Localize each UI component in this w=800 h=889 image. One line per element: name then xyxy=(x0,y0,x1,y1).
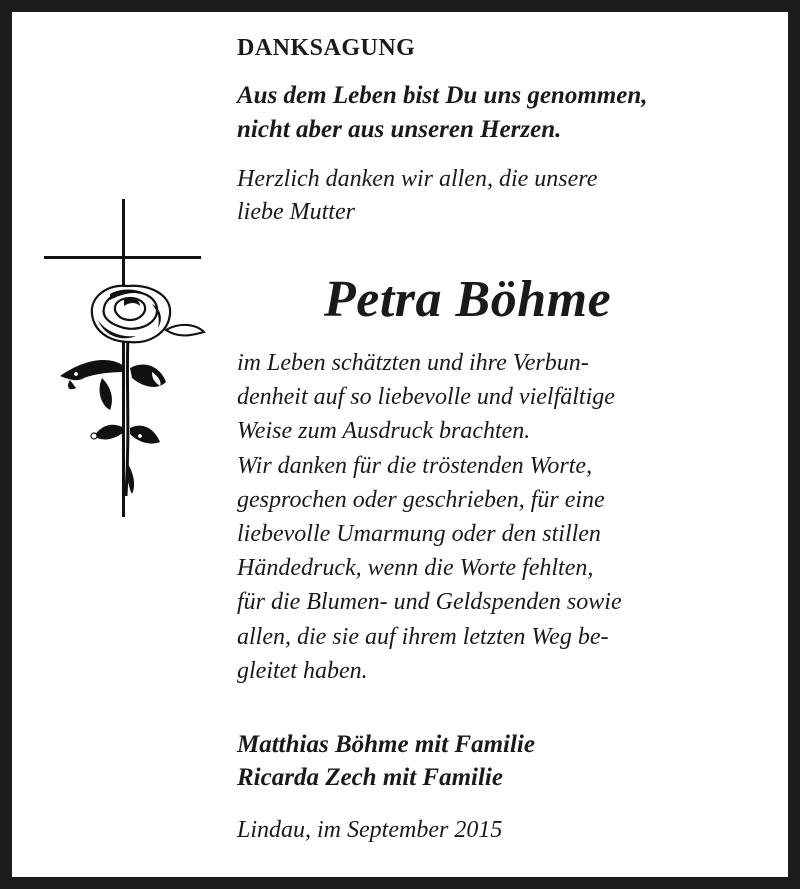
signers xyxy=(237,728,535,794)
quote-line: Aus dem Leben bist Du uns genommen, xyxy=(237,82,648,109)
thanks-body xyxy=(237,346,777,688)
body-line: allen, die sie auf ihrem letzten Weg be- xyxy=(237,623,609,650)
notice-header xyxy=(237,30,777,229)
intro-line: Herzlich danken wir allen, die unsere xyxy=(237,166,598,192)
place-date: Lindau, im September 2015 xyxy=(237,817,503,843)
memorial-quote xyxy=(237,79,777,147)
cross-with-rose-icon xyxy=(40,196,210,521)
body-line: Wir danken für die tröstenden Worte, xyxy=(237,452,593,479)
notice-heading: DANKSAGUNG xyxy=(237,35,416,61)
intro-text xyxy=(237,163,777,229)
body-line: liebevolle Umarmung oder den stillen xyxy=(237,521,601,548)
signer-line: Matthias Böhme mit Familie xyxy=(237,731,535,758)
body-line: Händedruck, wenn die Worte fehlten, xyxy=(237,555,594,582)
quote-line: nicht aber aus unseren Herzen. xyxy=(237,116,562,143)
intro-line: liebe Mutter xyxy=(237,199,355,225)
body-line: gesprochen oder geschrieben, für eine xyxy=(237,486,605,513)
body-line: Weise zum Ausdruck brachten. xyxy=(237,418,531,445)
body-line: im Leben schätzten und ihre Verbun- xyxy=(237,350,589,376)
signer-line: Ricarda Zech mit Familie xyxy=(237,764,503,791)
body-line: denheit auf so liebevolle und vielfältige xyxy=(237,384,615,411)
deceased-name: Petra Böhme xyxy=(324,271,612,328)
body-line: gleitet haben. xyxy=(237,657,368,684)
body-line: für die Blumen- und Geldspenden sowie xyxy=(237,589,622,616)
